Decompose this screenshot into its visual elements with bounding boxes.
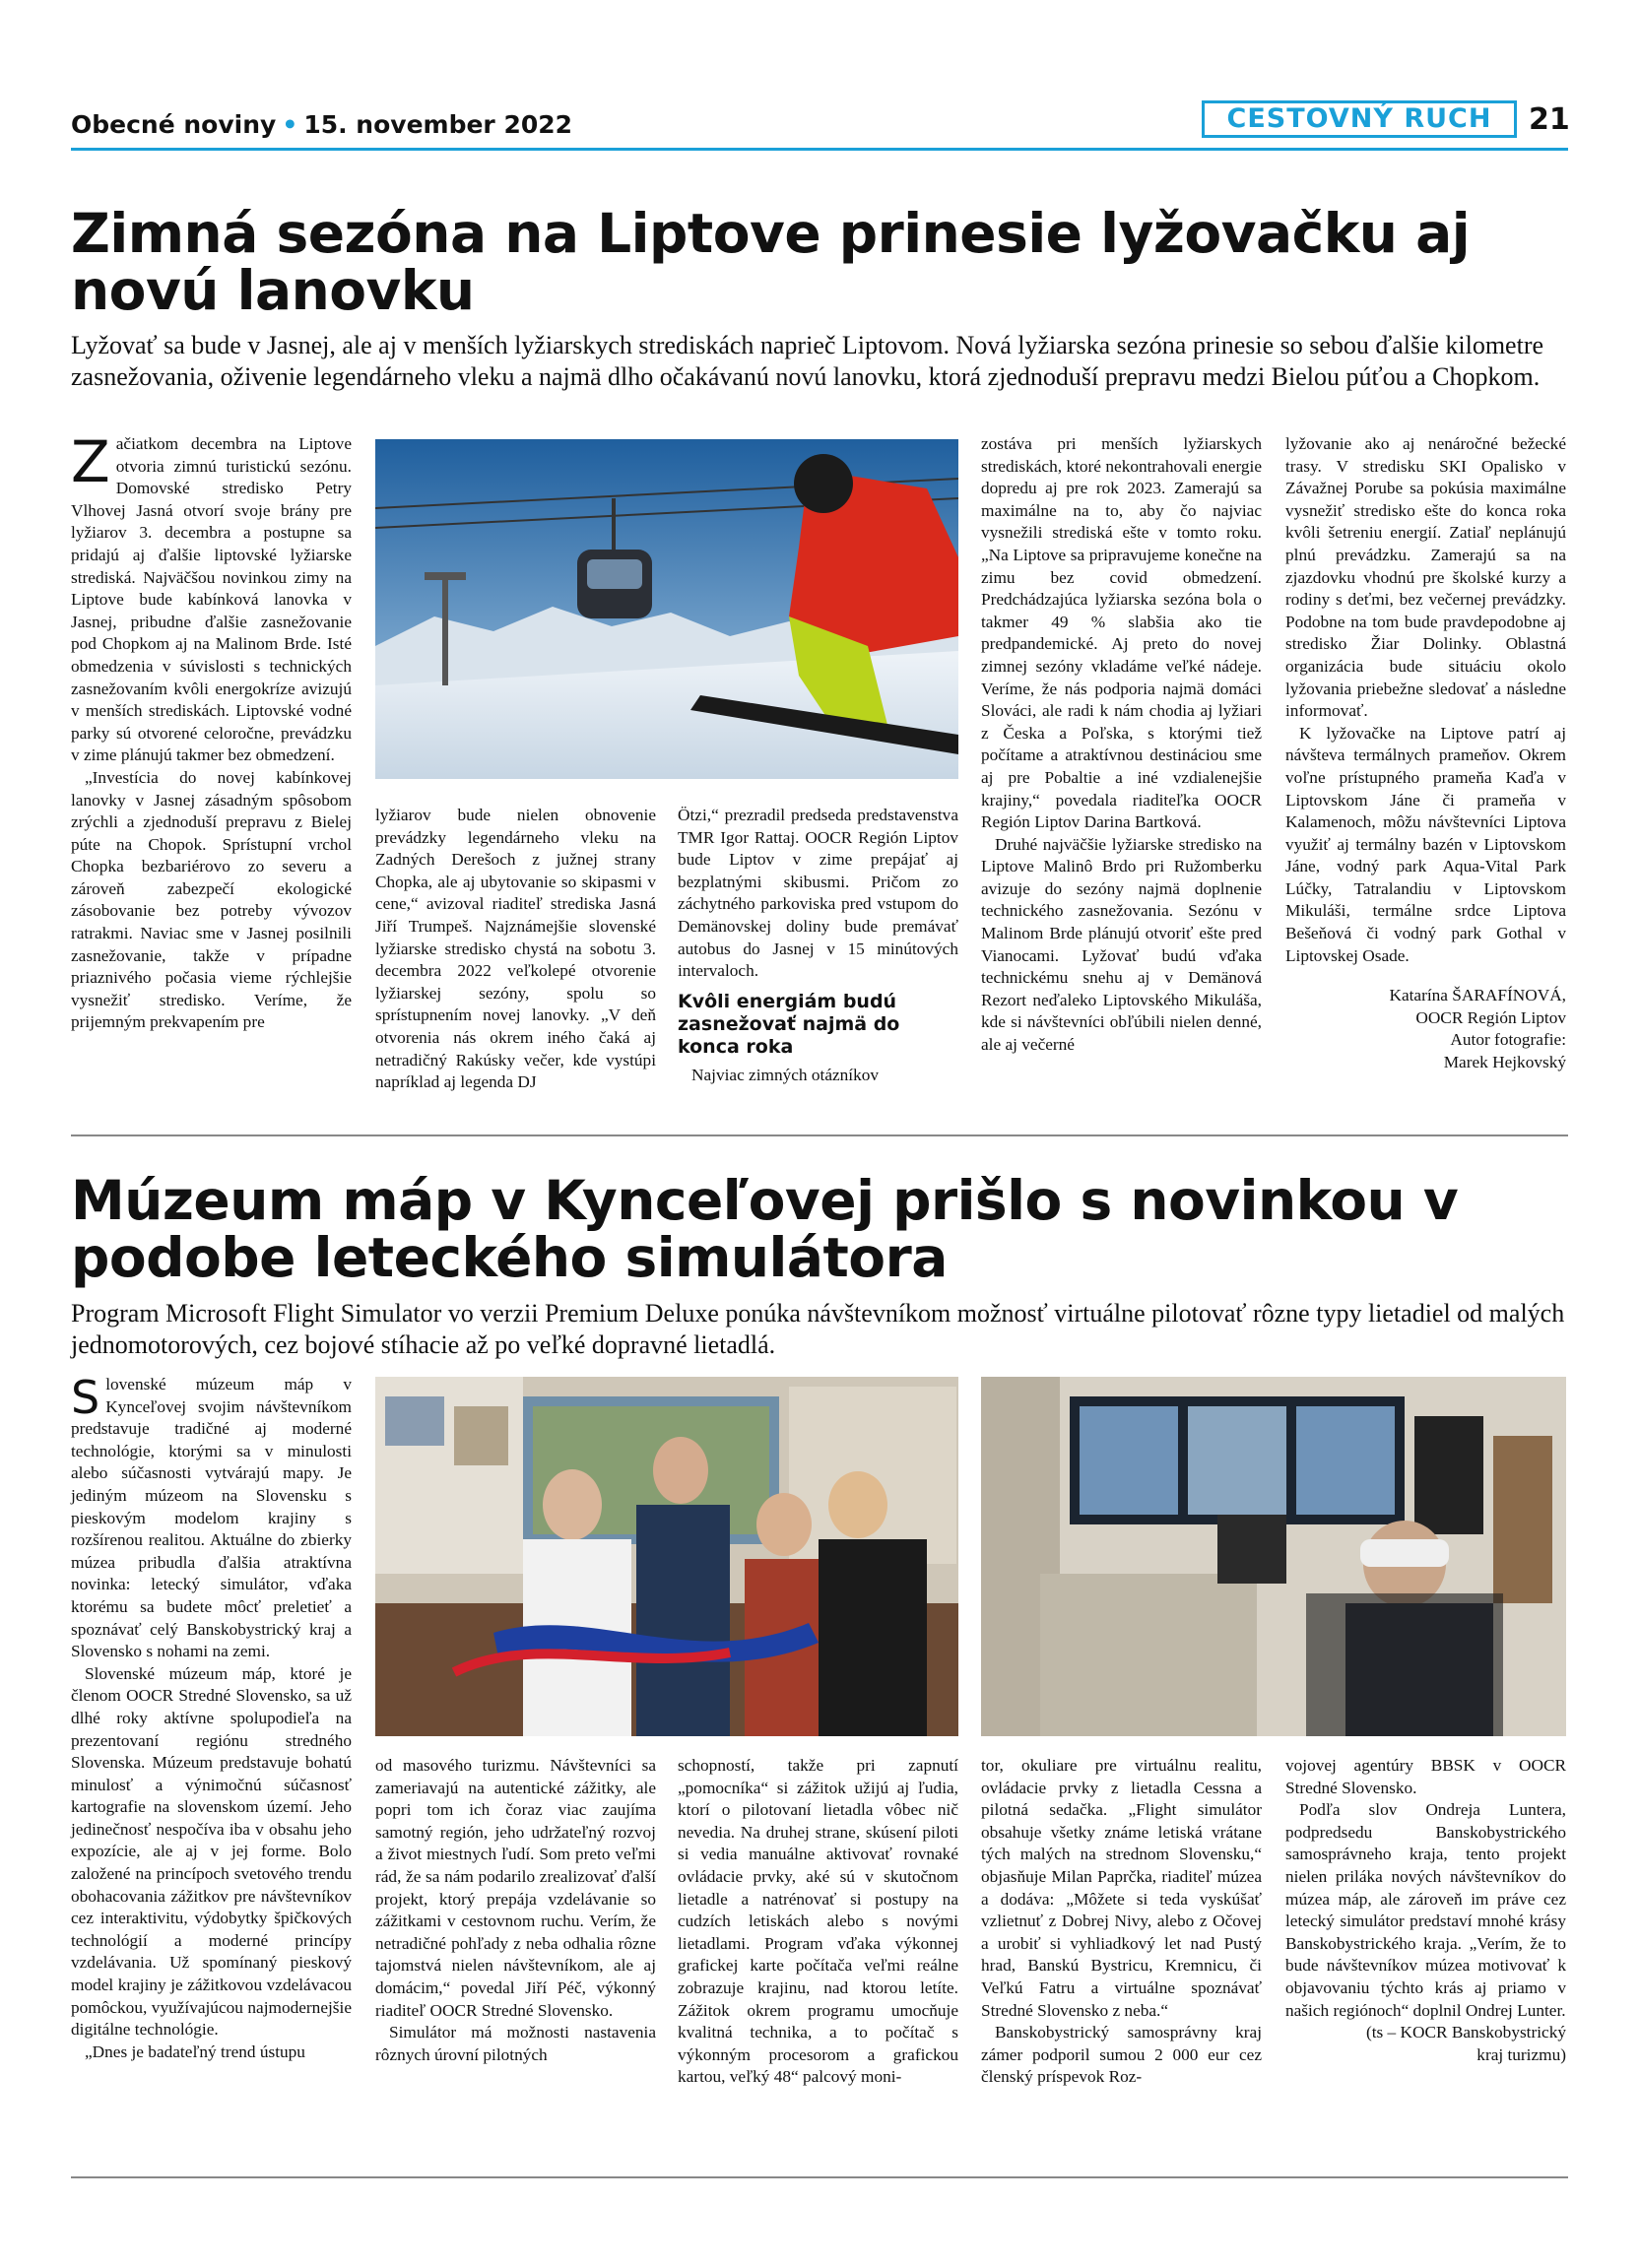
article1-column-5 [1285,433,1566,1074]
article2-dropcap: S [71,1371,100,1424]
article2-column-4 [981,1755,1262,2089]
article2-paragraph: Podľa slov Ondreja Luntera, podpredsedu Banskobystrického samosprávneho kraja, tento projekt nielen priláka nových návštevníkov do múzea máp, ale zároveň im práve cez letecký simulátor predstaví mnohé krásy Banskobystrického kraja. „Verím, že to bude návštevníkov múzea motivovať k objavovaniu týchto krás aj priamo v našich regiónoch“ doplnil Ondrej Lunter. [1285,1800,1566,2020]
article1-subheading: Kvôli energiám budú zasnežovať najmä do konca roka [678,990,900,1058]
article2-column-5 [1285,1755,1566,2066]
flight-simulator-photo [981,1377,1566,1736]
article2-paragraph: vojovej agentúry BBSK v OOCR Stredné Slovensko. [1285,1756,1566,1797]
separator-dot: • [282,110,298,139]
article2-author-org: kraj turizmu) [1476,2044,1566,2064]
article2-paragraph: od masového turizmu. Návštevníci sa zameriavajú na autentické zážitky, ale popri tom ich čoraz viac zaujíma samotný región, jeho udržateľný rozvoj a život miestnych ľudí. Som preto veľmi rád, že sa nám podarilo zrealizovať ďalší projekt, ktorý prepája vzdelávanie so zážitkami v cestovnom ruchu. Verím, že netradičné pohľady z neba odhalia rôzne tajomstvá nielen návštevníkom, ale aj domácim,“ povedal Jiří Péč, výkonný riaditeľ OOCR Stredné Slovensko. [375,1756,656,2020]
section-label: CESTOVNÝ RUCH [1202,100,1517,138]
article1-headline: Zimná sezóna na Liptove prinesie lyžovačku aj novú lanovku [71,202,1471,322]
article2-column-1 [71,1371,352,2063]
publication-name: Obecné noviny [71,110,277,139]
article2-author: (ts – KOCR Banskobystrický [1365,2023,1566,2042]
article1-dropcap: Z [71,428,110,495]
article2-headline: Múzeum máp v Kynceľovej prišlo s novinkou v podobe leteckého simulátora [71,1169,1459,1289]
masthead [71,110,572,139]
article2-paragraph: Slovenské múzeum máp, ktoré je členom OOCR Stredné Slovensko, sa už dlhé roky aktívne spolupodieľa na prezentovaní regiónu stredného Slovenska. Múzeum predstavuje bohatú minulosť a výnimočnú súčasnosť kartografie na slovenskom území. Jeho jedinečnosť nespočíva iba v obsahu jeho expozície, ale aj v jej forme. Bolo založené na princípoch svetového trendu obohacovania zážitkov pre návštevníkov cez interaktivitu, výdobytky špičkových technológií a moderné princípy vzdelávania. Už spomínaný pieskový model krajiny je zážitkovou vzdelávacou pomôckou, využívajúcou najmodernejšie digitálne technológie. [71,1663,352,2040]
article2-column-3 [678,1755,958,2089]
article1-paragraph: lyžiarov bude nielen obnovenie prevádzky legendárneho vleku na Zadných Derešoch z južnej strany Chopka, ale aj ubytovanie so skipasmi v cene,“ avizoval riaditeľ strediska Jasná Jiří Trumpeš. Najznámejšie slovenské lyžiarske stredisko chystá na sobotu 3. decembra 2022 veľkolepé otvorenie lyžiarskej sezóny, spolu so sprístupnením novej lanovky. „V deň otvorenia nás okrem iného čaká aj netradičný Rakúsky večer, kde vystúpi napríklad aj legenda DJ [375,806,656,1092]
article1-column-3 [678,805,958,1086]
article1-paragraph: ačiatkom decembra na Liptove otvoria zimnú turistickú sezónu. Domovské stredisko Petry Vlhovej Jasná otvorí svoje brány pre lyžiarov 3. decembra a postupne sa pridajú aj ďalšie liptovské lyžiarske strediská. Najväčšou novinkou zimy na Liptove bude kabínková lanovka v Jasnej, pribudne ďalšie zasnežovanie pod Chopkom aj na Malinom Brde. Isté obmedzenia v súvislosti s technických zasnežovaním kvôli energokríze avizujú v menších strediskách. Liptovské vodné parky sú otvorené celoročne, prevádzku v zime plánujú takmer bez obmedzení. [71,434,352,765]
article1-paragraph: lyžovanie ako aj nenáročné bežecké trasy. V stredisku SKI Opalisko v Závažnej Porube sa pokúsia maximálne vysnežiť stredisko ešte do konca roka kvôli šetreniu energií. Zatiaľ neplánujú plnú prevádzku. Zamerajú sa na zjazdovku vhodnú pre školské kurzy a rodiny s deťmi, bez večernej prevádzky. Podobne na tom bude pravdepodobne aj stredisko Žiar Dolinky. Oblastná organizácia bude situáciu okolo lyžovania priebežne sledovať a následne informovať. [1285,434,1566,721]
article2-column-2 [375,1755,656,2066]
article1-paragraph: K lyžovačke na Liptove patrí aj návšteva termálnych prameňov. Okrem voľne prístupného prameňa Kaďa v Liptovskom Jáne či prameňa v Kalamenoch, môžu návštevníci Liptova využiť aj termálny bazén v Liptovskom Jáne, vodný park Aqua-Vital Park Lúčky, Tatralandiu v Liptovskom Mikuláši, termálne srdce Liptova Bešeňová či vodný park Gothal v Liptovskej Osade. [1285,723,1566,965]
article2-paragraph: schopností, takže pri zapnutí „pomocníka“ si zážitok užijú aj ľudia, ktorí o pilotovaní lietadla vôbec nič nevedia. Na druhej strane, skúsení piloti si vedia manuálne aktivovať rovnaké ovládacie prvky, aké sú v skutočnom lietadle a natrénovať si postupy na cudzích letiskách alebo s novými lietadlami. Program vďaka výkonnej grafickej karte počítača veľmi reálne zobrazuje krajinu, nad ktorou letíte. Zážitok okrem programu umocňuje kvalitná technika, a to počítač s výkonným procesorom a grafickou kartou, veľký 48“ palcový moni- [678,1756,958,2087]
footer-rule [71,2176,1568,2178]
article1-lead: Lyžovať sa bude v Jasnej, ale aj v menších lyžiarskych strediskách naprieč Liptovom. Nová lyžiarska sezóna prinesie so sebou ďalšie kilometre zasnežovania, oživenie legendárneho vleku a najmä dlho očakávanú novú lanovku, ktorá zjednoduší prepravu medzi Bielou púťou a Chopkom. [71,331,1544,391]
article1-paragraph: „Investícia do novej kabínkovej lanovky v Jasnej zásadným spôsobom zrýchli a zjednoduší prepravu z Bielej púte na Chopok. Sprístupní vrchol Chopka bezbariérovo zo severu a zároveň zabezpečí ekologické zásobovanie bez potreby vývozov ratrakmi. Naviac sme v Jasnej posilnili zasnežovanie, takže v prípadne priaznivého počasia vieme rýchlejšie vysnežiť stredisko. Veríme, že prijemným prekvapením pre [71,767,352,1032]
article2-paragraph: Simulátor má možnosti nastavenia rôznych úrovní pilotných [375,2023,656,2064]
skiing-gondola-photo [375,439,958,779]
article1-column-4 [981,433,1262,1057]
article2-paragraph: tor, okuliare pre virtuálnu realitu, ovládacie prvky z lietadla Cessna a pilotná sedačka. „Flight simulátor obsahuje všetky známe letiská vrátane tých malých na strednom Slovensku,“ objasňuje Milan Paprčka, riaditeľ múzea a dodáva: „Môžete si teda vyskúšať vzlietnuť z Dobrej Nivy, alebo z Očovej a urobiť si vyhliadkový let nad Pustý hrad, Banskú Bystricu, Kremnicu, či Veľkú Fatru a virtuálne spoznávať Stredné Slovensko z neba.“ [981,1756,1262,2020]
article1-paragraph: Ötzi,“ prezradil predseda predstavenstva TMR Igor Rattaj. OOCR Región Liptov bude Liptov v zime prepájať aj bezplatnými skibusmi. Pričom zo záchytného parkoviska pred vstupom do Demänovskej doliny bude premávať autobus do Jasnej v 15 minútových intervaloch. [678,806,958,981]
article1-photo-credit-label: Autor fotografie: [1450,1030,1566,1050]
page-number: 21 [1529,102,1570,137]
article1-paragraph: Druhé najväčšie lyžiarske stredisko na Liptove Malinô Brdo pri Ružomberku avizuje do sezóny najmä doplnenie technického zasnežovania. Sezónu v Malinom Brde plánujú otvoriť ešte pred Vianocami. Lyžovať budú vďaka technickému snehu aj v Demänová Rezort neďaleko Liptovského Mikuláša, kde si návštevníci obľúbili nielen denné, ale aj večerné [981,834,1262,1055]
article1-column-2 [375,805,656,1094]
article1-paragraph: Najviac zimných otázníkov [691,1065,880,1084]
article2-paragraph: lovenské múzeum máp v Kynceľovej svojim návštevníkom predstavuje tradičné aj moderné technológie, ktorými sa v minulosti alebo súčasnosti vytvárajú mapy. Je jediným múzeom na Slovensku s pieskovým modelom krajiny s rozšírenou realitou. Aktuálne do zbierky múzea pribudla ďalšia atraktívna novinka: letecký simulátor, vďaka ktorému sa budete môcť preletieť a spoznávať celý Banskobystrický kraj a Slovensko s nohami na zemi. [71,1375,352,1661]
article1-author-org: OOCR Región Liptov [1415,1007,1566,1027]
ribbon-cutting-photo [375,1377,958,1736]
article2-lead: Program Microsoft Flight Simulator vo verzii Premium Deluxe ponúka návštevníkom možnosť virtuálne pilotovať rôzne typy lietadiel od malých jednomotorových, cez bojové stíhacie až po veľké dopravné lietadlá. [71,1299,1565,1359]
article1-paragraph: zostáva pri menších lyžiarskych strediskách, ktoré nekontrahovali energie dopredu aj pre rok 2023. Zamerajú sa maximálne na to, aby čo najviac vysnežili strediská ešte v tomto roku. „Na Liptove sa pripravujeme konečne na zimu bez covid obmedzení. Predchádzajúca lyžiarska sezóna bola o takmer 49 % slabšia ako tie predpandemické. Aj preto do novej zimnej sezóny vkladáme veľké nádeje. Veríme, že nás podporia najmä domáci Slováci, ale radi k nám chodia aj lyžiari z Česka a Poľska, s ktorými tiež počítame a atraktívnou destináciou sme aj pre Pobaltie a iné vzdialenejšie krajiny,“ povedala riaditeľka OOCR Región Liptov Darina Bartková. [981,434,1262,832]
header-rule [71,148,1568,151]
article1-photographer: Marek Hejkovský [1443,1053,1566,1072]
issue-date: 15. november 2022 [303,110,573,139]
article1-author: Katarína ŠARAFÍNOVÁ, [1389,986,1566,1005]
article2-paragraph: Banskobystrický samosprávny kraj zámer podporil sumou 2 000 eur cez členský príspevok Roz- [981,2023,1262,2087]
article-divider [71,1134,1568,1136]
article2-paragraph: „Dnes je badateľný trend ústupu [85,2041,305,2061]
article1-column-1 [71,428,352,1034]
